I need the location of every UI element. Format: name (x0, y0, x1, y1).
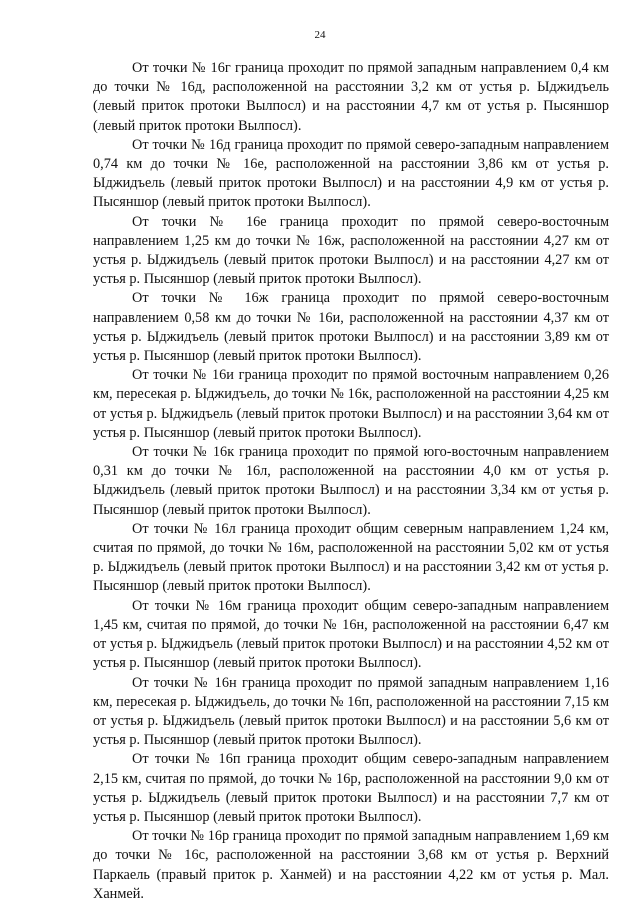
paragraph-16zh: От точки № 16ж граница проходит по прямой северо-восточным направлением 0,58 км до точки № 16и, расположенной на расстоянии 4,37 км от устья р. Ыджидъель (левый приток протоки Вылпосл) и на расстоянии 3,89 км от устья р. Пысяншор (левый приток протоки Вылпосл). (93, 290, 609, 365)
paragraph-16i: От точки № 16и граница проходит по прямой восточным направлением 0,26 км, пересекая р. Ыджидъель, до точки № 16к, расположенной на расстоянии 4,25 км от устья р. Ыджидъель (левый приток протоки Вылпосл) и на расстоянии 3,64 км от устья р. Пысяншор (левый приток протоки Вылпосл). (93, 367, 609, 441)
paragraph-16n: От точки № 16н граница проходит по прямой западным направлением 1,16 км, пересекая р. Ыджидъель, до точки № 16п, расположенной на расстоянии 7,15 км от устья р. Ыджидъель (левый приток протоки Вылпосл) и на расстоянии 5,6 км от устья р. Пысяншор (левый приток протоки Вылпосл). (93, 674, 609, 749)
paragraph-16p: От точки № 16п граница проходит общим северо-западным направлением 2,15 км, считая по прямой, до точки № 16р, расположенной на расстоянии 9,0 км от устья р. Ыджидъель (левый приток протоки Вылпосл) и на расстоянии 7,7 км от устья р. Пысяншор (левый приток протоки Вылпосл). (93, 751, 609, 825)
paragraph-16r: От точки № 16р граница проходит по прямой западным направлением 1,69 км до точки № 16с, расположенной на расстоянии 3,68 км от устья р. Верхний Паркаель (правый приток р. Ханмей) и на расстоянии 4,22 км от устья р. Мал. Ханмей. (93, 828, 609, 902)
paragraph-16k: От точки № 16к граница проходит по прямой юго-восточным направлением 0,31 км до точки № 16л, расположенной на расстоянии 4,0 км от устья р. Ыджидъель (левый приток протоки Вылпосл) и на расстоянии 3,34 км от устья р. Пысяншор (левый приток протоки Вылпосл). (93, 444, 609, 518)
paragraph-16m: От точки № 16м граница проходит общим северо-западным направлением 1,45 км, считая по прямой, до точки № 16н, расположенной на расстоянии 6,47 км от устья р. Ыджидъель (левый приток протоки Вылпосл) и на расстоянии 4,52 км от устья р. Пысяншор (левый приток протоки Вылпосл). (93, 597, 609, 672)
paragraph-16e: От точки № 16е граница проходит по прямой северо-восточным направлением 1,25 км до точки № 16ж, расположенной на расстоянии 4,27 км от устья р. Ыджидъель (левый приток протоки Вылпосл) и на расстоянии 4,27 км от устья р. Пысяншор (левый приток протоки Вылпосл). (93, 213, 609, 288)
document-body (93, 59, 609, 904)
paragraph-16l: От точки № 16л граница проходит общим северным направлением 1,24 км, считая по прямой, до точки № 16м, расположенной на расстоянии 5,02 км от устья р. Ыджидъель (левый приток протоки Вылпосл) и на расстоянии 3,42 км от устья р. Пысяншор (левый приток протоки Вылпосл). (93, 520, 609, 595)
paragraph-16d: От точки № 16д граница проходит по прямой северо-западным направлением 0,74 км до точки № 16е, расположенной на расстоянии 3,86 км от устья р. Ыджидъель (левый приток протоки Вылпосл) и на расстоянии 4,9 км от устья р. Пысяншор (левый приток протоки Вылпосл). (93, 136, 609, 211)
paragraph-16g: От точки № 16г граница проходит по прямой западным направлением 0,4 км до точки № 16д, расположенной на расстоянии 3,2 км от устья р. Ыджидъель (левый приток протоки Вылпосл) и на расстоянии 4,7 км от устья р. Пысяншор (левый приток протоки Вылпосл). (93, 60, 609, 134)
page-number: 24 (314, 29, 326, 41)
